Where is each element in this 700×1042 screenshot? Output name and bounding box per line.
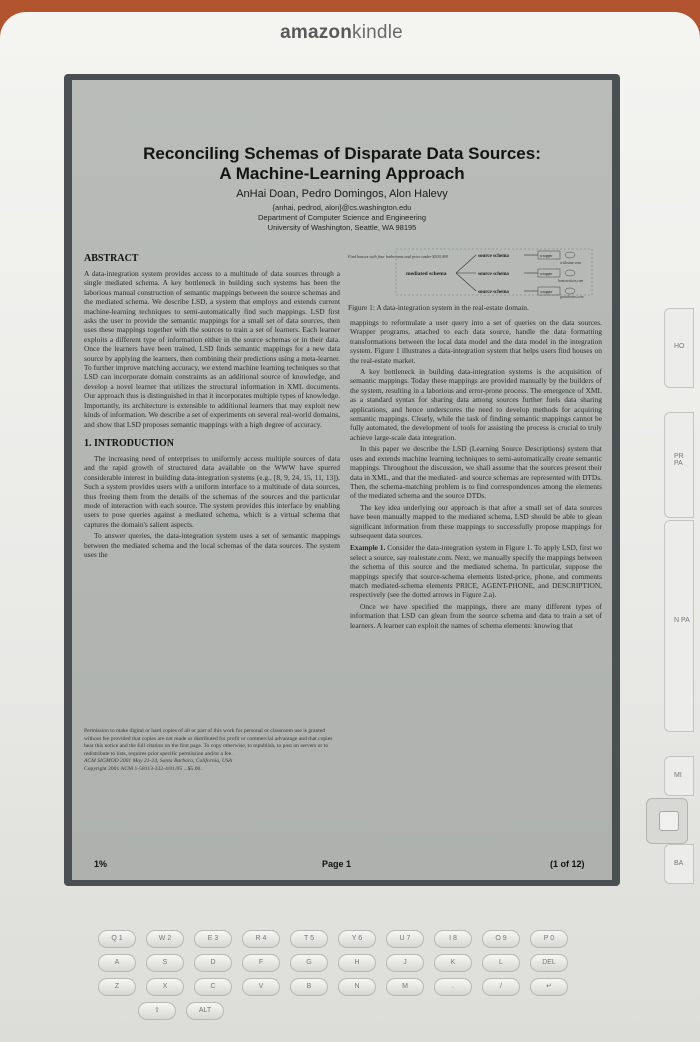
body-paragraph: Once we have specified the mappings, there are many different types of information that LSD can glean from the source schema and data to train a set of learners. A learner can exploit the names of schema elements: knowing that xyxy=(350,601,602,630)
key-q1[interactable]: Q 1 xyxy=(98,930,136,948)
menu-button[interactable]: MI xyxy=(664,756,694,796)
key-p0[interactable]: P 0 xyxy=(530,930,568,948)
five-way-controller[interactable] xyxy=(646,798,688,844)
key-j[interactable]: J xyxy=(386,954,424,972)
key-c[interactable]: C xyxy=(194,978,232,996)
key-a[interactable]: A xyxy=(98,954,136,972)
figure-diagram xyxy=(348,248,602,298)
figure-source-label: source schema xyxy=(478,272,509,277)
key-k[interactable]: K xyxy=(434,954,472,972)
figure-source-label: source schema xyxy=(478,254,509,259)
location-indicator: (1 of 12) xyxy=(550,859,585,869)
figure-wrapper-label: wrapper xyxy=(540,290,553,294)
key-l[interactable]: L xyxy=(482,954,520,972)
body-paragraph: A key bottleneck in building data-integration systems is the acquisition of semantic mappings. Today these mappings are provided manually by the builders of the system, resulting in a laborious and error-prone process. The emergence of XML as a standard syntax for sharing data among sources further fuels data sharing applications, and hence underscores the need to develop methods for acquiring semantic mappings. Clearly, while the task of finding semantic mappings cannot be fully automated, the development of tools for assisting the process is crucial to truly achieve large-scale data integration. xyxy=(350,367,602,442)
key-↵[interactable]: ↵ xyxy=(530,978,568,996)
key-f[interactable]: F xyxy=(242,954,280,972)
key-i8[interactable]: I 8 xyxy=(434,930,472,948)
home-button[interactable]: HO xyxy=(664,308,694,388)
figure-site-label: realestate.com xyxy=(560,261,581,265)
figure-query-note: Find houses with four bathrooms and price under $500,000 xyxy=(348,254,448,259)
paper-authors: AnHai Doan, Pedro Domingos, Alon Halevy xyxy=(236,188,448,200)
key-g[interactable]: G xyxy=(290,954,328,972)
back-button[interactable]: BA xyxy=(664,844,694,884)
body-paragraph: mappings to reformulate a user query into a set of queries on the data sources. Wrapper programs, attached to each data source, handle the data formatting transformations between the local data model and the data model in the integration system. Figure 1 illustrates a data-integration system that helps users find houses on the real-estate market. xyxy=(350,318,602,365)
e-ink-screen xyxy=(72,80,612,880)
key-b[interactable]: B xyxy=(290,978,328,996)
key-z[interactable]: Z xyxy=(98,978,136,996)
key-del[interactable]: DEL xyxy=(530,954,568,972)
footnote: Permission to make digital or hard copies of all or part of this work for personal or classroom use is granted without fee provided that copies are not made or distributed for profit or commercial advantage and that copies bear this notice and the full citation on the first page. To copy otherwise, to republish, to post on servers or to redistribute to lists, requires prior specific permission and/or a fee. ACM SIGMOD 2001 May 21-24, Santa Barbara, California, USA Copyright 2001 ACM 1-58113-332-4/01/05 ...$5.00. xyxy=(84,728,333,772)
key-o9[interactable]: O 9 xyxy=(482,930,520,948)
key-⇧[interactable]: ⇧ xyxy=(138,1002,176,1020)
abstract-text: A data-integration system provides access to a multitude of data sources through a single mediated schema. A key bottleneck in building such systems has been the laborious manual construction of semantic mappings between the source schemas and the mediated schema. We describe LSD, a system that employs and extends current machine-learning techniques to semi-automatically find such mappings. LSD first asks the user to provide the semantic mappings for a small set of data sources, then uses these mappings together with the sources to train a set of learners. Each learner exploits a different type of information either in the source schemas or in their data. Once the learners have been trained, LSD finds semantic mappings for a new data source by applying the learners, then combining their predictions using a meta-learner. To further improve matching accuracy, we extend machine learning techniques so that LSD can incorporate domain constraints as an additional source of knowledge, and develop a novel learner that utilizes the structural information in XML documents. Our approach thus is distinguished in that it incorporates multiple types of knowledge. Importantly, its architecture is extensible to additional learners that may exploit new kinds of information. We describe a set of experiments on several real-world domains, and show that LSD proposes semantic mappings with a high degree of accuracy. xyxy=(84,269,340,429)
intro-heading: 1. INTRODUCTION xyxy=(84,437,175,449)
key-r4[interactable]: R 4 xyxy=(242,930,280,948)
figure-site-label: homeseekers.com xyxy=(558,279,584,283)
key-w2[interactable]: W 2 xyxy=(146,930,184,948)
key-t5[interactable]: T 5 xyxy=(290,930,328,948)
intro-paragraph: The increasing need of enterprises to uniformly access multiple sources of data and the rapid growth of structured data available on the WWW have spurred considerable interest in building data-integration systems (e.g., [8, 9, 24, 15, 11, 13]). Such a system provides users with a uniform interface to a multitude of data sources, thus freeing them from the details of the schemas of the sources and the particular mode of interaction with each source. The system provides this interface by enabling users to pose queries against a mediated schema, which is a virtual schema that captures the domain's salient aspects. xyxy=(84,453,340,529)
key-x[interactable]: X xyxy=(146,978,184,996)
next-page-button[interactable]: N PA xyxy=(664,520,694,732)
figure-wrapper-label: wrapper xyxy=(540,254,553,258)
figure-1 xyxy=(348,248,602,318)
figure-mediated-label: mediated schema xyxy=(406,271,447,277)
page-indicator: Page 1 xyxy=(322,859,352,869)
key-n[interactable]: N xyxy=(338,978,376,996)
figure-source-label: source schema xyxy=(478,290,509,295)
paper-emails: {anhai, pedrod, alon}@cs.washington.edu xyxy=(272,203,412,212)
figure-wrapper-label: wrapper xyxy=(540,272,553,276)
body-paragraph: The key idea underlying our approach is that after a small set of data sources have been manually mapped to the mediated schema, LSD should be able to glean significant information from these mappings to successfully propose mappings for subsequent data sources. xyxy=(350,502,602,540)
paper-affiliation: Department of Computer Science and Engineering University of Washington, Seattle, WA 98195 xyxy=(257,213,426,232)
key-d[interactable]: D xyxy=(194,954,232,972)
key-u7[interactable]: U 7 xyxy=(386,930,424,948)
key-e3[interactable]: E 3 xyxy=(194,930,232,948)
intro-paragraph: To answer queries, the data-integration system uses a set of semantic mappings between the mediated schema and the local schemas of the data sources. The system uses the xyxy=(84,531,340,559)
figure-site-label: greathomes.com xyxy=(560,295,584,299)
paper-title: Reconciling Schemas of Disparate Data Sources: A Machine-Learning Approach xyxy=(143,144,541,183)
key-.[interactable]: . xyxy=(434,978,472,996)
reading-progress: 1% xyxy=(94,859,108,869)
prev-page-button[interactable]: PR PA xyxy=(664,412,694,518)
key-m[interactable]: M xyxy=(386,978,424,996)
brand-logo: amazonkindle xyxy=(280,22,403,43)
abstract-heading: ABSTRACT xyxy=(84,253,139,264)
status-bar xyxy=(72,856,612,876)
key-v[interactable]: V xyxy=(242,978,280,996)
left-column xyxy=(84,248,340,561)
right-column xyxy=(350,318,602,632)
key-alt[interactable]: ALT xyxy=(186,1002,224,1020)
key-y6[interactable]: Y 6 xyxy=(338,930,376,948)
figure-caption: Figure 1: A data-integration system in the real-estate domain. xyxy=(348,303,529,312)
key-/[interactable]: / xyxy=(482,978,520,996)
example-paragraph: Example 1. Consider the data-integration system in Figure 1. To apply LSD, first we select a source, say realestate.com. Next, we manually specify the mappings between the schema of this source and the mediated schema. In particular, suppose the mappings specify that source-schema elements listed-price, phone, and comments match mediated-schema elements PRICE, AGENT-PHONE, and DESCRIPTION, respectively (see the dotted arrows in Figure 2.a). xyxy=(350,543,602,600)
key-h[interactable]: H xyxy=(338,954,376,972)
key-s[interactable]: S xyxy=(146,954,184,972)
body-paragraph: In this paper we describe the LSD (Learning Source Descriptions) system that uses and extends machine learning techniques to semi-automatically create semantic mappings. Throughout the discussion, we shall assume that the sources present their data in XML, and that the mediated- and source schemas are represented with DTDs. Then, the schema-matching problem is to find correspondences among the elements of the mediated schema and the source DTDs. xyxy=(350,444,602,501)
